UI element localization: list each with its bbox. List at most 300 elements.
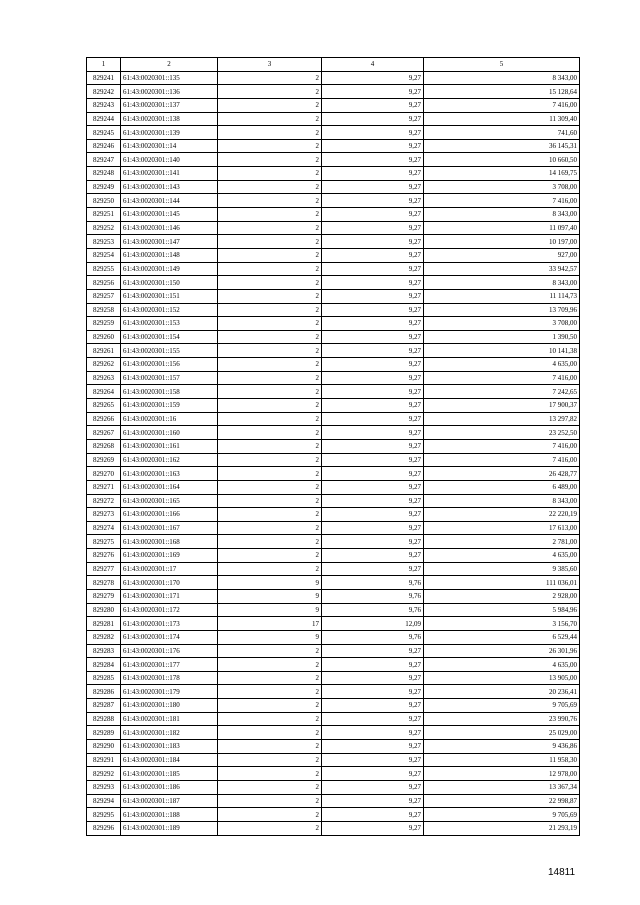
category-code-cell: 2 <box>218 453 322 467</box>
col-header-2: 2 <box>121 58 218 72</box>
category-code-cell: 2 <box>218 276 322 290</box>
cadastral-number-cell: 61:43:0020301::139 <box>121 126 218 140</box>
amount-cell: 22 220,19 <box>424 508 580 522</box>
row-id-cell: 829259 <box>87 317 121 331</box>
rate-cell: 9,27 <box>322 808 424 822</box>
table-row <box>87 98 580 112</box>
row-id-cell: 829296 <box>87 821 121 835</box>
rate-cell: 9,76 <box>322 603 424 617</box>
category-code-cell: 17 <box>218 617 322 631</box>
cadastral-number-cell: 61:43:0020301::172 <box>121 603 218 617</box>
category-code-cell: 2 <box>218 426 322 440</box>
row-id-cell: 829282 <box>87 630 121 644</box>
category-code-cell: 2 <box>218 508 322 522</box>
rate-cell: 9,27 <box>322 167 424 181</box>
table-row <box>87 562 580 576</box>
rate-cell: 9,27 <box>322 330 424 344</box>
row-id-cell: 829284 <box>87 658 121 672</box>
amount-cell: 21 293,19 <box>424 821 580 835</box>
row-id-cell: 829257 <box>87 289 121 303</box>
category-code-cell: 2 <box>218 821 322 835</box>
row-id-cell: 829277 <box>87 562 121 576</box>
rate-cell: 9,27 <box>322 535 424 549</box>
amount-cell: 20 236,41 <box>424 685 580 699</box>
row-id-cell: 829263 <box>87 371 121 385</box>
row-id-cell: 829288 <box>87 712 121 726</box>
cadastral-number-cell: 61:43:0020301::181 <box>121 712 218 726</box>
amount-cell: 111 036,01 <box>424 576 580 590</box>
table-row <box>87 617 580 631</box>
rate-cell: 9,27 <box>322 821 424 835</box>
rate-cell: 9,27 <box>322 276 424 290</box>
rate-cell: 9,27 <box>322 562 424 576</box>
row-id-cell: 829262 <box>87 358 121 372</box>
cadastral-number-cell: 61:43:0020301::171 <box>121 589 218 603</box>
rate-cell: 9,27 <box>322 712 424 726</box>
table-row <box>87 589 580 603</box>
table-row <box>87 549 580 563</box>
table-row <box>87 480 580 494</box>
category-code-cell: 9 <box>218 589 322 603</box>
cadastral-number-cell: 61:43:0020301::141 <box>121 167 218 181</box>
rate-cell: 9,27 <box>322 658 424 672</box>
category-code-cell: 2 <box>218 439 322 453</box>
category-code-cell: 2 <box>218 753 322 767</box>
category-code-cell: 2 <box>218 712 322 726</box>
cadastral-number-cell: 61:43:0020301::147 <box>121 235 218 249</box>
category-code-cell: 2 <box>218 658 322 672</box>
amount-cell: 13 367,34 <box>424 780 580 794</box>
table-row <box>87 412 580 426</box>
amount-cell: 6 489,00 <box>424 480 580 494</box>
row-id-cell: 829279 <box>87 589 121 603</box>
table-row <box>87 521 580 535</box>
cadastral-number-cell: 61:43:0020301::146 <box>121 221 218 235</box>
amount-cell: 9 705,69 <box>424 699 580 713</box>
cadastral-number-cell: 61:43:0020301::137 <box>121 98 218 112</box>
table-row <box>87 658 580 672</box>
rate-cell: 9,27 <box>322 699 424 713</box>
cadastral-number-cell: 61:43:0020301::16 <box>121 412 218 426</box>
row-id-cell: 829253 <box>87 235 121 249</box>
category-code-cell: 2 <box>218 289 322 303</box>
category-code-cell: 2 <box>218 467 322 481</box>
category-code-cell: 2 <box>218 126 322 140</box>
category-code-cell: 2 <box>218 71 322 85</box>
category-code-cell: 9 <box>218 630 322 644</box>
table-row <box>87 753 580 767</box>
category-code-cell: 2 <box>218 194 322 208</box>
category-code-cell: 2 <box>218 358 322 372</box>
amount-cell: 3 156,70 <box>424 617 580 631</box>
cadastral-number-cell: 61:43:0020301::162 <box>121 453 218 467</box>
category-code-cell: 2 <box>218 98 322 112</box>
amount-cell: 26 428,77 <box>424 467 580 481</box>
amount-cell: 7 416,00 <box>424 98 580 112</box>
row-id-cell: 829242 <box>87 85 121 99</box>
row-id-cell: 829285 <box>87 671 121 685</box>
page-number: 14811 <box>548 867 576 878</box>
amount-cell: 15 128,64 <box>424 85 580 99</box>
row-id-cell: 829250 <box>87 194 121 208</box>
row-id-cell: 829258 <box>87 303 121 317</box>
row-id-cell: 829270 <box>87 467 121 481</box>
table-row <box>87 153 580 167</box>
table-row <box>87 535 580 549</box>
cadastral-number-cell: 61:43:0020301::174 <box>121 630 218 644</box>
category-code-cell: 2 <box>218 399 322 413</box>
table-row <box>87 794 580 808</box>
table-row <box>87 453 580 467</box>
amount-cell: 3 708,00 <box>424 180 580 194</box>
cadastral-number-cell: 61:43:0020301::185 <box>121 767 218 781</box>
amount-cell: 26 301,96 <box>424 644 580 658</box>
cadastral-number-cell: 61:43:0020301::153 <box>121 317 218 331</box>
rate-cell: 9,27 <box>322 549 424 563</box>
rate-cell: 9,27 <box>322 467 424 481</box>
table-body <box>87 71 580 835</box>
amount-cell: 7 416,00 <box>424 194 580 208</box>
row-id-cell: 829244 <box>87 112 121 126</box>
category-code-cell: 2 <box>218 344 322 358</box>
rate-cell: 9,27 <box>322 780 424 794</box>
rate-cell: 9,27 <box>322 344 424 358</box>
category-code-cell: 2 <box>218 180 322 194</box>
row-id-cell: 829249 <box>87 180 121 194</box>
cadastral-number-cell: 61:43:0020301::184 <box>121 753 218 767</box>
cadastral-number-cell: 61:43:0020301::135 <box>121 71 218 85</box>
row-id-cell: 829248 <box>87 167 121 181</box>
cadastral-number-cell: 61:43:0020301::161 <box>121 439 218 453</box>
col-header-3: 3 <box>218 58 322 72</box>
cadastral-number-cell: 61:43:0020301::177 <box>121 658 218 672</box>
table-row <box>87 85 580 99</box>
table-row <box>87 808 580 822</box>
cadastral-number-cell: 61:43:0020301::165 <box>121 494 218 508</box>
table-row <box>87 426 580 440</box>
category-code-cell: 2 <box>218 794 322 808</box>
amount-cell: 4 635,00 <box>424 358 580 372</box>
amount-cell: 13 905,00 <box>424 671 580 685</box>
row-id-cell: 829271 <box>87 480 121 494</box>
amount-cell: 9 385,60 <box>424 562 580 576</box>
cadastral-number-cell: 61:43:0020301::178 <box>121 671 218 685</box>
table-row <box>87 303 580 317</box>
category-code-cell: 2 <box>218 412 322 426</box>
cadastral-number-cell: 61:43:0020301::168 <box>121 535 218 549</box>
cadastral-number-cell: 61:43:0020301::149 <box>121 262 218 276</box>
cadastral-number-cell: 61:43:0020301::145 <box>121 208 218 222</box>
category-code-cell: 2 <box>218 671 322 685</box>
row-id-cell: 829289 <box>87 726 121 740</box>
rate-cell: 9,27 <box>322 644 424 658</box>
category-code-cell: 2 <box>218 208 322 222</box>
category-code-cell: 2 <box>218 112 322 126</box>
row-id-cell: 829265 <box>87 399 121 413</box>
amount-cell: 2 928,00 <box>424 589 580 603</box>
category-code-cell: 2 <box>218 317 322 331</box>
table-row <box>87 467 580 481</box>
rate-cell: 9,27 <box>322 317 424 331</box>
rate-cell: 9,27 <box>322 767 424 781</box>
rate-cell: 9,27 <box>322 794 424 808</box>
category-code-cell: 2 <box>218 740 322 754</box>
table-row <box>87 371 580 385</box>
amount-cell: 17 613,00 <box>424 521 580 535</box>
table-row <box>87 726 580 740</box>
amount-cell: 7 416,00 <box>424 371 580 385</box>
cadastral-number-cell: 61:43:0020301::17 <box>121 562 218 576</box>
amount-cell: 8 343,00 <box>424 208 580 222</box>
rate-cell: 9,27 <box>322 480 424 494</box>
header-row <box>87 58 580 72</box>
category-code-cell: 2 <box>218 385 322 399</box>
row-id-cell: 829269 <box>87 453 121 467</box>
table-row <box>87 385 580 399</box>
table-row <box>87 344 580 358</box>
table-row <box>87 276 580 290</box>
category-code-cell: 2 <box>218 726 322 740</box>
row-id-cell: 829295 <box>87 808 121 822</box>
table-row <box>87 780 580 794</box>
rate-cell: 9,27 <box>322 753 424 767</box>
amount-cell: 13 297,82 <box>424 412 580 426</box>
row-id-cell: 829291 <box>87 753 121 767</box>
rate-cell: 9,27 <box>322 453 424 467</box>
cadastral-number-cell: 61:43:0020301::148 <box>121 248 218 262</box>
cadastral-number-cell: 61:43:0020301::160 <box>121 426 218 440</box>
cadastral-number-cell: 61:43:0020301::189 <box>121 821 218 835</box>
rate-cell: 9,27 <box>322 726 424 740</box>
cadastral-number-cell: 61:43:0020301::169 <box>121 549 218 563</box>
rate-cell: 12,09 <box>322 617 424 631</box>
cadastral-number-cell: 61:43:0020301::173 <box>121 617 218 631</box>
table-row <box>87 139 580 153</box>
table-row <box>87 248 580 262</box>
table-row <box>87 358 580 372</box>
rate-cell: 9,27 <box>322 371 424 385</box>
table-row <box>87 699 580 713</box>
cadastral-number-cell: 61:43:0020301::144 <box>121 194 218 208</box>
amount-cell: 12 978,00 <box>424 767 580 781</box>
cadastral-number-cell: 61:43:0020301::182 <box>121 726 218 740</box>
row-id-cell: 829256 <box>87 276 121 290</box>
amount-cell: 7 416,00 <box>424 439 580 453</box>
category-code-cell: 2 <box>218 153 322 167</box>
row-id-cell: 829254 <box>87 248 121 262</box>
category-code-cell: 2 <box>218 167 322 181</box>
cadastral-number-cell: 61:43:0020301::136 <box>121 85 218 99</box>
amount-cell: 10 660,50 <box>424 153 580 167</box>
cadastral-number-cell: 61:43:0020301::155 <box>121 344 218 358</box>
category-code-cell: 2 <box>218 85 322 99</box>
amount-cell: 741,60 <box>424 126 580 140</box>
cadastral-number-cell: 61:43:0020301::187 <box>121 794 218 808</box>
amount-cell: 11 097,40 <box>424 221 580 235</box>
amount-cell: 11 114,73 <box>424 289 580 303</box>
category-code-cell: 2 <box>218 699 322 713</box>
category-code-cell: 2 <box>218 644 322 658</box>
table-row <box>87 330 580 344</box>
row-id-cell: 829273 <box>87 508 121 522</box>
cadastral-number-cell: 61:43:0020301::138 <box>121 112 218 126</box>
row-id-cell: 829287 <box>87 699 121 713</box>
rate-cell: 9,76 <box>322 589 424 603</box>
table-row <box>87 167 580 181</box>
rate-cell: 9,27 <box>322 180 424 194</box>
table-row <box>87 317 580 331</box>
row-id-cell: 829255 <box>87 262 121 276</box>
category-code-cell: 2 <box>218 330 322 344</box>
table-row <box>87 576 580 590</box>
cadastral-number-cell: 61:43:0020301::156 <box>121 358 218 372</box>
cadastral-number-cell: 61:43:0020301::151 <box>121 289 218 303</box>
cadastral-number-cell: 61:43:0020301::140 <box>121 153 218 167</box>
row-id-cell: 829247 <box>87 153 121 167</box>
category-code-cell: 2 <box>218 221 322 235</box>
cadastral-number-cell: 61:43:0020301::152 <box>121 303 218 317</box>
amount-cell: 2 781,00 <box>424 535 580 549</box>
rate-cell: 9,27 <box>322 385 424 399</box>
amount-cell: 8 343,00 <box>424 276 580 290</box>
table-row <box>87 603 580 617</box>
amount-cell: 6 529,44 <box>424 630 580 644</box>
amount-cell: 23 252,50 <box>424 426 580 440</box>
amount-cell: 9 705,69 <box>424 808 580 822</box>
category-code-cell: 2 <box>218 303 322 317</box>
amount-cell: 14 169,75 <box>424 167 580 181</box>
table-row <box>87 671 580 685</box>
amount-cell: 23 990,76 <box>424 712 580 726</box>
rate-cell: 9,27 <box>322 494 424 508</box>
table-row <box>87 494 580 508</box>
amount-cell: 5 984,96 <box>424 603 580 617</box>
cadastral-number-cell: 61:43:0020301::186 <box>121 780 218 794</box>
rate-cell: 9,27 <box>322 262 424 276</box>
table-row <box>87 712 580 726</box>
row-id-cell: 829264 <box>87 385 121 399</box>
category-code-cell: 2 <box>218 780 322 794</box>
amount-cell: 4 635,00 <box>424 549 580 563</box>
row-id-cell: 829268 <box>87 439 121 453</box>
category-code-cell: 2 <box>218 480 322 494</box>
category-code-cell: 2 <box>218 248 322 262</box>
category-code-cell: 9 <box>218 576 322 590</box>
amount-cell: 7 416,00 <box>424 453 580 467</box>
rate-cell: 9,27 <box>322 221 424 235</box>
category-code-cell: 2 <box>218 549 322 563</box>
col-header-5: 5 <box>424 58 580 72</box>
table-row <box>87 180 580 194</box>
col-header-4: 4 <box>322 58 424 72</box>
amount-cell: 13 709,96 <box>424 303 580 317</box>
row-id-cell: 829272 <box>87 494 121 508</box>
rate-cell: 9,27 <box>322 112 424 126</box>
cadastral-number-cell: 61:43:0020301::183 <box>121 740 218 754</box>
cadastral-number-cell: 61:43:0020301::14 <box>121 139 218 153</box>
amount-cell: 11 309,40 <box>424 112 580 126</box>
category-code-cell: 2 <box>218 139 322 153</box>
table-row <box>87 508 580 522</box>
table-row <box>87 112 580 126</box>
table-row <box>87 685 580 699</box>
rate-cell: 9,27 <box>322 235 424 249</box>
rate-cell: 9,27 <box>322 194 424 208</box>
table-row <box>87 235 580 249</box>
row-id-cell: 829243 <box>87 98 121 112</box>
category-code-cell: 2 <box>218 521 322 535</box>
amount-cell: 33 942,57 <box>424 262 580 276</box>
cadastral-number-cell: 61:43:0020301::188 <box>121 808 218 822</box>
amount-cell: 25 029,00 <box>424 726 580 740</box>
category-code-cell: 9 <box>218 603 322 617</box>
cadastral-number-cell: 61:43:0020301::167 <box>121 521 218 535</box>
row-id-cell: 829283 <box>87 644 121 658</box>
category-code-cell: 2 <box>218 767 322 781</box>
row-id-cell: 829260 <box>87 330 121 344</box>
cadastral-number-cell: 61:43:0020301::179 <box>121 685 218 699</box>
row-id-cell: 829274 <box>87 521 121 535</box>
row-id-cell: 829246 <box>87 139 121 153</box>
amount-cell: 9 436,86 <box>424 740 580 754</box>
rate-cell: 9,27 <box>322 71 424 85</box>
table-row <box>87 289 580 303</box>
amount-cell: 927,00 <box>424 248 580 262</box>
amount-cell: 8 343,00 <box>424 71 580 85</box>
amount-cell: 10 197,00 <box>424 235 580 249</box>
amount-cell: 7 242,65 <box>424 385 580 399</box>
row-id-cell: 829280 <box>87 603 121 617</box>
rate-cell: 9,27 <box>322 671 424 685</box>
row-id-cell: 829281 <box>87 617 121 631</box>
row-id-cell: 829286 <box>87 685 121 699</box>
cadastral-number-cell: 61:43:0020301::150 <box>121 276 218 290</box>
rate-cell: 9,27 <box>322 426 424 440</box>
row-id-cell: 829245 <box>87 126 121 140</box>
cadastral-number-cell: 61:43:0020301::170 <box>121 576 218 590</box>
rate-cell: 9,27 <box>322 685 424 699</box>
rate-cell: 9,27 <box>322 521 424 535</box>
row-id-cell: 829292 <box>87 767 121 781</box>
rate-cell: 9,27 <box>322 126 424 140</box>
category-code-cell: 2 <box>218 685 322 699</box>
table-row <box>87 126 580 140</box>
rate-cell: 9,27 <box>322 358 424 372</box>
row-id-cell: 829266 <box>87 412 121 426</box>
cadastral-number-cell: 61:43:0020301::143 <box>121 180 218 194</box>
category-code-cell: 2 <box>218 494 322 508</box>
rate-cell: 9,27 <box>322 303 424 317</box>
table-row <box>87 439 580 453</box>
amount-cell: 22 998,87 <box>424 794 580 808</box>
rate-cell: 9,27 <box>322 289 424 303</box>
table-row <box>87 630 580 644</box>
cadastral-number-cell: 61:43:0020301::157 <box>121 371 218 385</box>
amount-cell: 3 708,00 <box>424 317 580 331</box>
cadastral-number-cell: 61:43:0020301::164 <box>121 480 218 494</box>
row-id-cell: 829278 <box>87 576 121 590</box>
rate-cell: 9,27 <box>322 248 424 262</box>
row-id-cell: 829241 <box>87 71 121 85</box>
amount-cell: 1 390,50 <box>424 330 580 344</box>
cadastral-number-cell: 61:43:0020301::166 <box>121 508 218 522</box>
rate-cell: 9,27 <box>322 153 424 167</box>
amount-cell: 4 635,00 <box>424 658 580 672</box>
table-row <box>87 194 580 208</box>
category-code-cell: 2 <box>218 371 322 385</box>
rate-cell: 9,76 <box>322 576 424 590</box>
table-row <box>87 821 580 835</box>
